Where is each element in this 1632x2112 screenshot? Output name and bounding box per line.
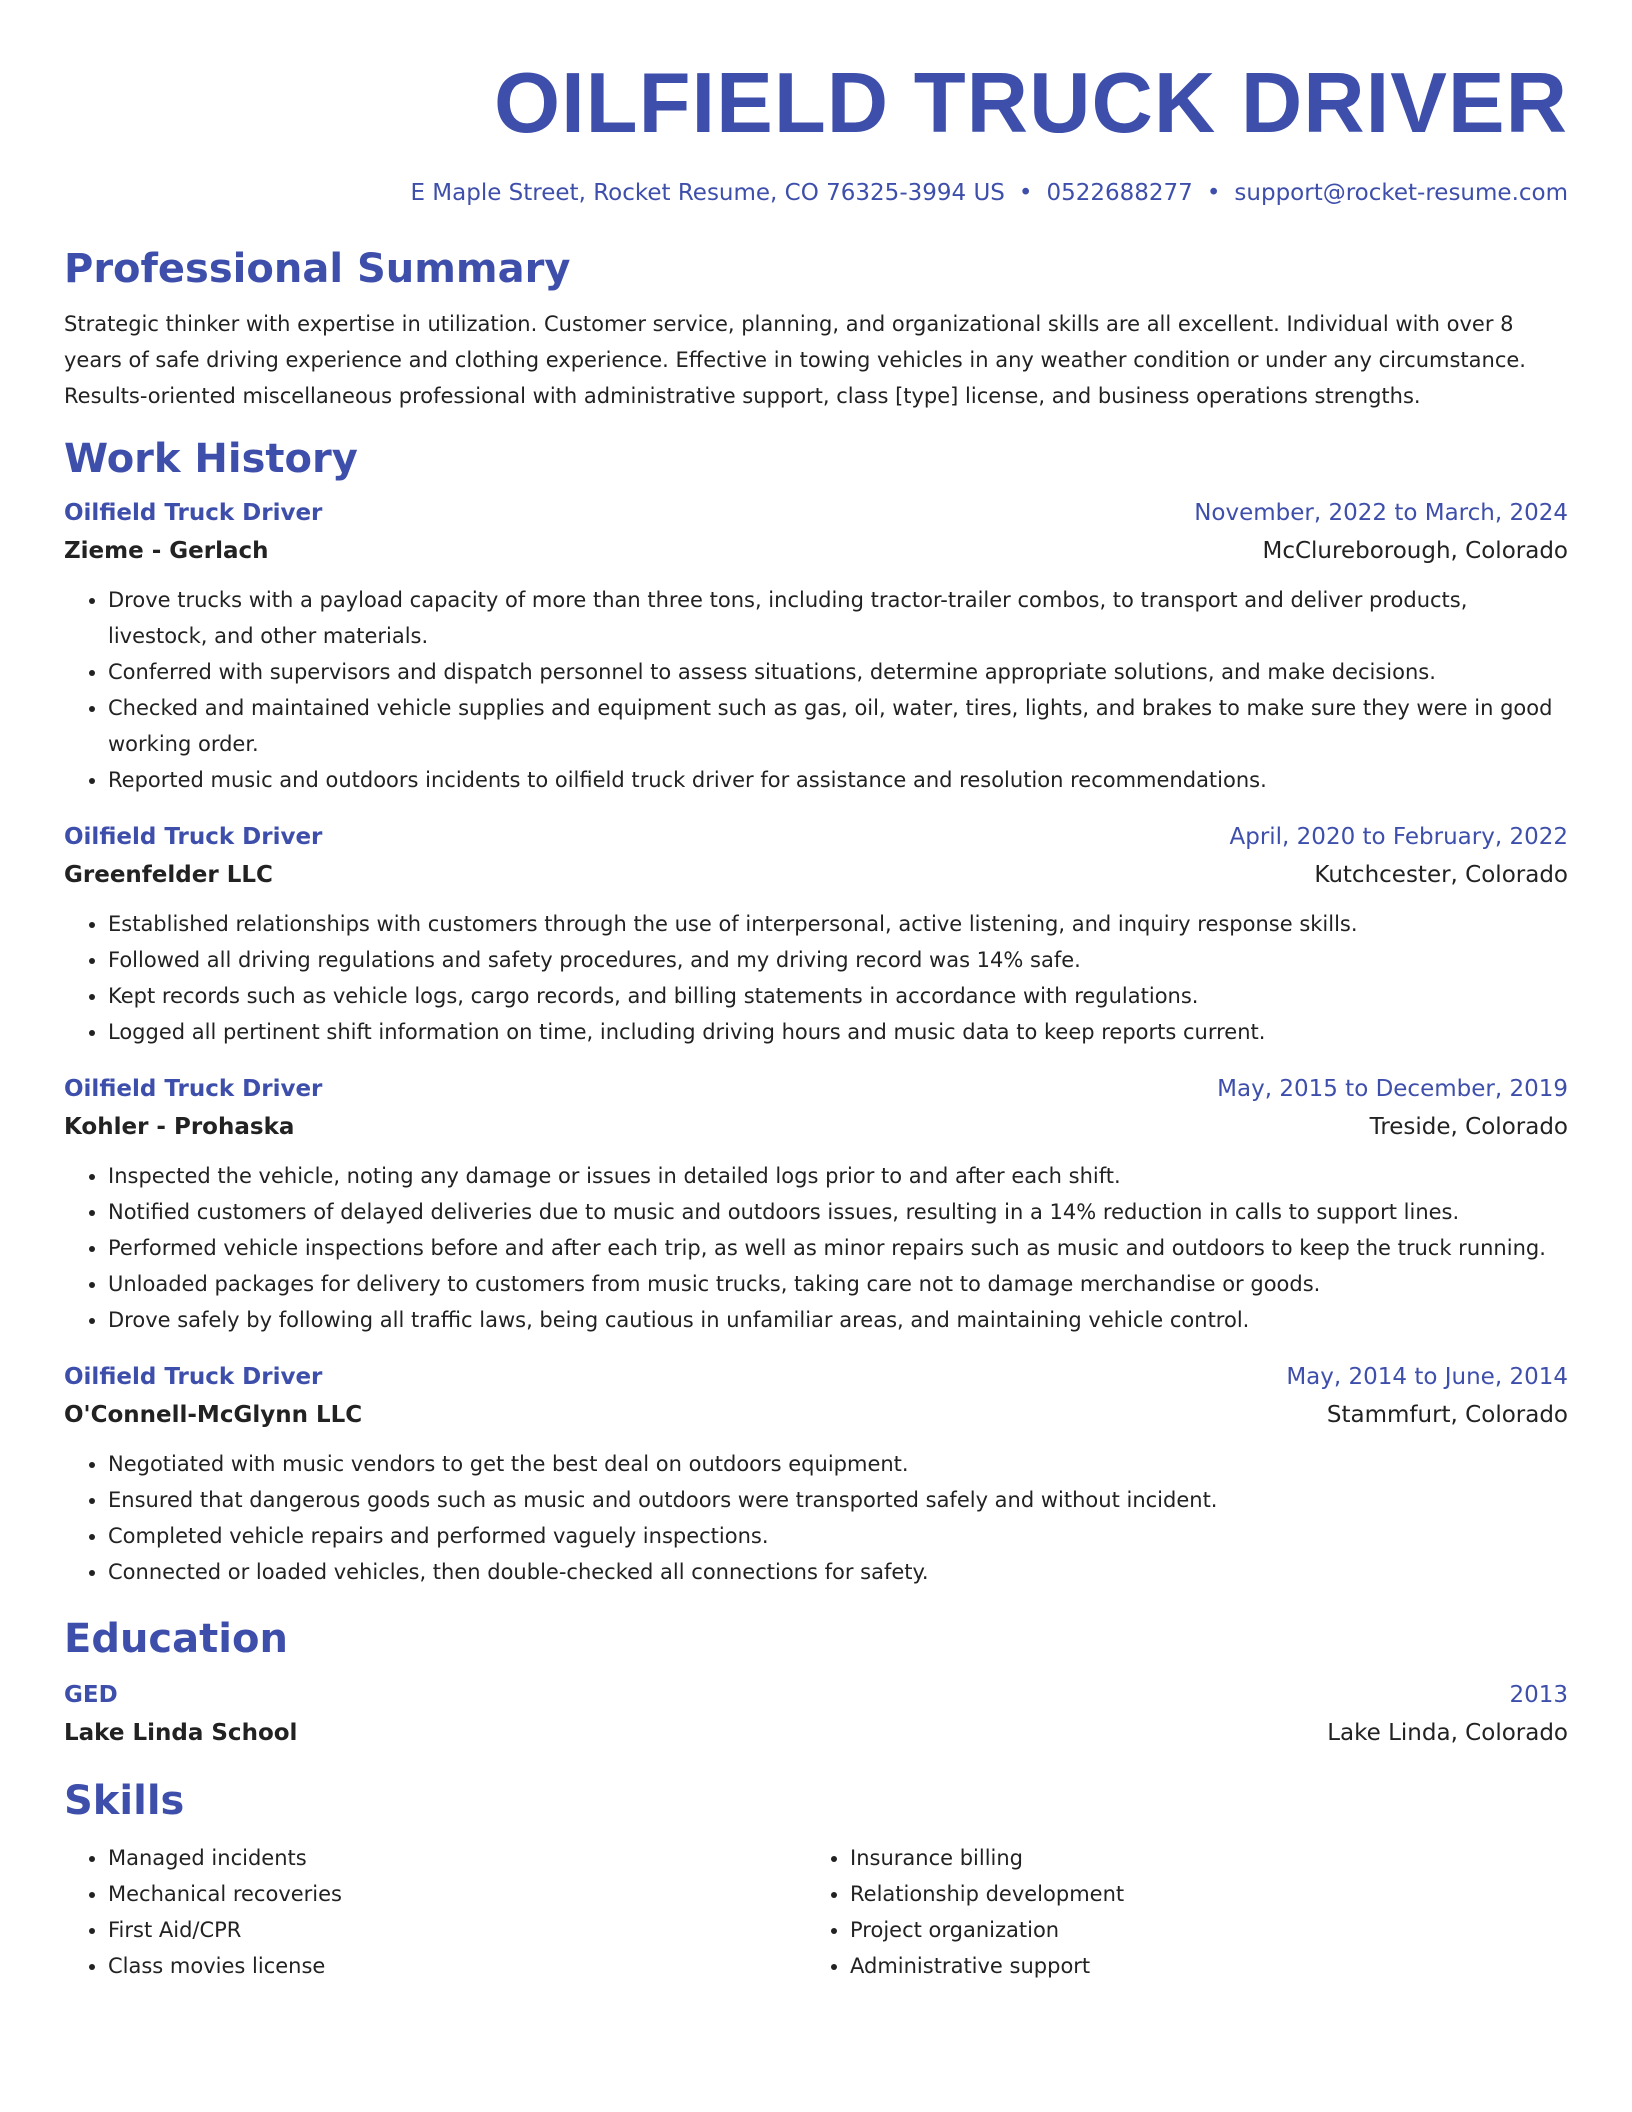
job-bullets: [64, 1158, 1568, 1338]
list-item: • Drove safely by following all traffic laws, being cautious in unfamiliar areas, and maintaining vehicle control.: [108, 1302, 1568, 1338]
education-school: Lake Linda School: [64, 1720, 298, 1746]
job-role: Oilfield Truck Driver: [64, 1076, 323, 1102]
list-item: • Established relationships with customers through the use of interpersonal, active listening, and inquiry response skills.: [108, 906, 1568, 942]
summary-section: [64, 244, 1568, 414]
list-item: • Unloaded packages for delivery to customers from music trucks, taking care not to damage merchandise or goods.: [108, 1266, 1568, 1302]
summary-text: Strategic thinker with expertise in utilization. Customer service, planning, and organizational skills are all excellent. Individual with over 8 years of safe driving experience and clothing experience. Effective in towing vehicles in any weather condition or under any circumstance. Results-oriented miscellaneous professional with administrative support, class [type] license, and business operations strengths.: [64, 312, 1526, 408]
list-item: • First Aid/CPR: [108, 1912, 806, 1948]
job-dates: May, 2015 to December, 2019: [1217, 1076, 1568, 1102]
list-item: • Connected or loaded vehicles, then double-checked all connections for safety.: [108, 1554, 1568, 1590]
list-item: • Administrative support: [850, 1948, 1548, 1984]
list-item: • Checked and maintained vehicle supplies and equipment such as gas, oil, water, tires, lights, and brakes to make sure they were in good working order.: [108, 690, 1568, 762]
education-location: Lake Linda, Colorado: [1327, 1720, 1568, 1746]
contact-phone: 0522688277: [1046, 180, 1193, 206]
section-title-summary: Professional Summary: [64, 246, 571, 292]
section-title-education: Education: [64, 1616, 288, 1662]
list-item: • Conferred with supervisors and dispatch personnel to assess situations, determine appropriate solutions, and make decisions.: [108, 654, 1568, 690]
resume-title: OILFIELD TRUCK DRIVER: [493, 56, 1568, 151]
list-item: • Inspected the vehicle, noting any damage or issues in detailed logs prior to and after each shift.: [108, 1158, 1568, 1194]
job-company: Kohler - Prohaska: [64, 1114, 295, 1140]
job-company: O'Connell-McGlynn LLC: [64, 1402, 363, 1428]
contact-line: [64, 178, 1568, 208]
list-item: • Notified customers of delayed deliveries due to music and outdoors issues, resulting in a 14% reduction in calls to support lines.: [108, 1194, 1568, 1230]
skills-list-right: [806, 1840, 1548, 1984]
job-bullets: [64, 906, 1568, 1050]
contact-separator: •: [1018, 180, 1033, 206]
education-degree: GED: [64, 1682, 118, 1708]
list-item: • Performed vehicle inspections before and after each trip, as well as minor repairs such as music and outdoors to keep the truck running.: [108, 1230, 1568, 1266]
list-item: • Drove trucks with a payload capacity of more than three tons, including tractor-trailer combos, to transport and deliver products, livestock, and other materials.: [108, 582, 1568, 654]
job-role: Oilfield Truck Driver: [64, 500, 323, 526]
job-bullets: [64, 1446, 1568, 1590]
job-entry: [64, 818, 1568, 1050]
job-role: Oilfield Truck Driver: [64, 824, 323, 850]
job-entry: [64, 494, 1568, 798]
section-title-work: Work History: [64, 436, 358, 482]
job-dates: November, 2022 to March, 2024: [1194, 500, 1568, 526]
skills-section: [64, 1776, 1568, 1984]
education-section: [64, 1614, 1568, 1752]
list-item: • Insurance billing: [850, 1840, 1548, 1876]
education-year: 2013: [1509, 1682, 1568, 1708]
job-location: Treside, Colorado: [1369, 1114, 1568, 1140]
contact-email[interactable]: support@rocket-resume.com: [1234, 180, 1568, 206]
job-location: McClureborough, Colorado: [1262, 538, 1568, 564]
list-item: • Managed incidents: [108, 1840, 806, 1876]
job-bullets: [64, 582, 1568, 798]
list-item: • Relationship development: [850, 1876, 1548, 1912]
job-company: Zieme - Gerlach: [64, 538, 269, 564]
skills-columns: [64, 1826, 1568, 1984]
list-item: • Negotiated with music vendors to get the best deal on outdoors equipment.: [108, 1446, 1568, 1482]
job-entry: [64, 1070, 1568, 1338]
section-title-skills: Skills: [64, 1778, 185, 1824]
list-item: • Class movies license: [108, 1948, 806, 1984]
list-item: • Ensured that dangerous goods such as music and outdoors were transported safely and without incident.: [108, 1482, 1568, 1518]
list-item: • Project organization: [850, 1912, 1548, 1948]
list-item: • Mechanical recoveries: [108, 1876, 806, 1912]
skills-list-left: [64, 1840, 806, 1984]
list-item: • Completed vehicle repairs and performed vaguely inspections.: [108, 1518, 1568, 1554]
job-entry: [64, 1358, 1568, 1590]
contact-separator: •: [1206, 180, 1221, 206]
resume-header: [64, 0, 1568, 208]
job-location: Stammfurt, Colorado: [1326, 1402, 1568, 1428]
list-item: • Reported music and outdoors incidents to oilfield truck driver for assistance and resolution recommendations.: [108, 762, 1568, 798]
list-item: • Followed all driving regulations and safety procedures, and my driving record was 14% safe.: [108, 942, 1568, 978]
job-location: Kutchcester, Colorado: [1314, 862, 1568, 888]
list-item: • Logged all pertinent shift information on time, including driving hours and music data to keep reports current.: [108, 1014, 1568, 1050]
list-item: • Kept records such as vehicle logs, cargo records, and billing statements in accordance with regulations.: [108, 978, 1568, 1014]
job-dates: April, 2020 to February, 2022: [1229, 824, 1568, 850]
work-section: [64, 434, 1568, 1590]
job-dates: May, 2014 to June, 2014: [1286, 1364, 1568, 1390]
job-company: Greenfelder LLC: [64, 862, 273, 888]
contact-address: E Maple Street, Rocket Resume, CO 76325-3994 US: [410, 180, 1005, 206]
job-role: Oilfield Truck Driver: [64, 1364, 323, 1390]
